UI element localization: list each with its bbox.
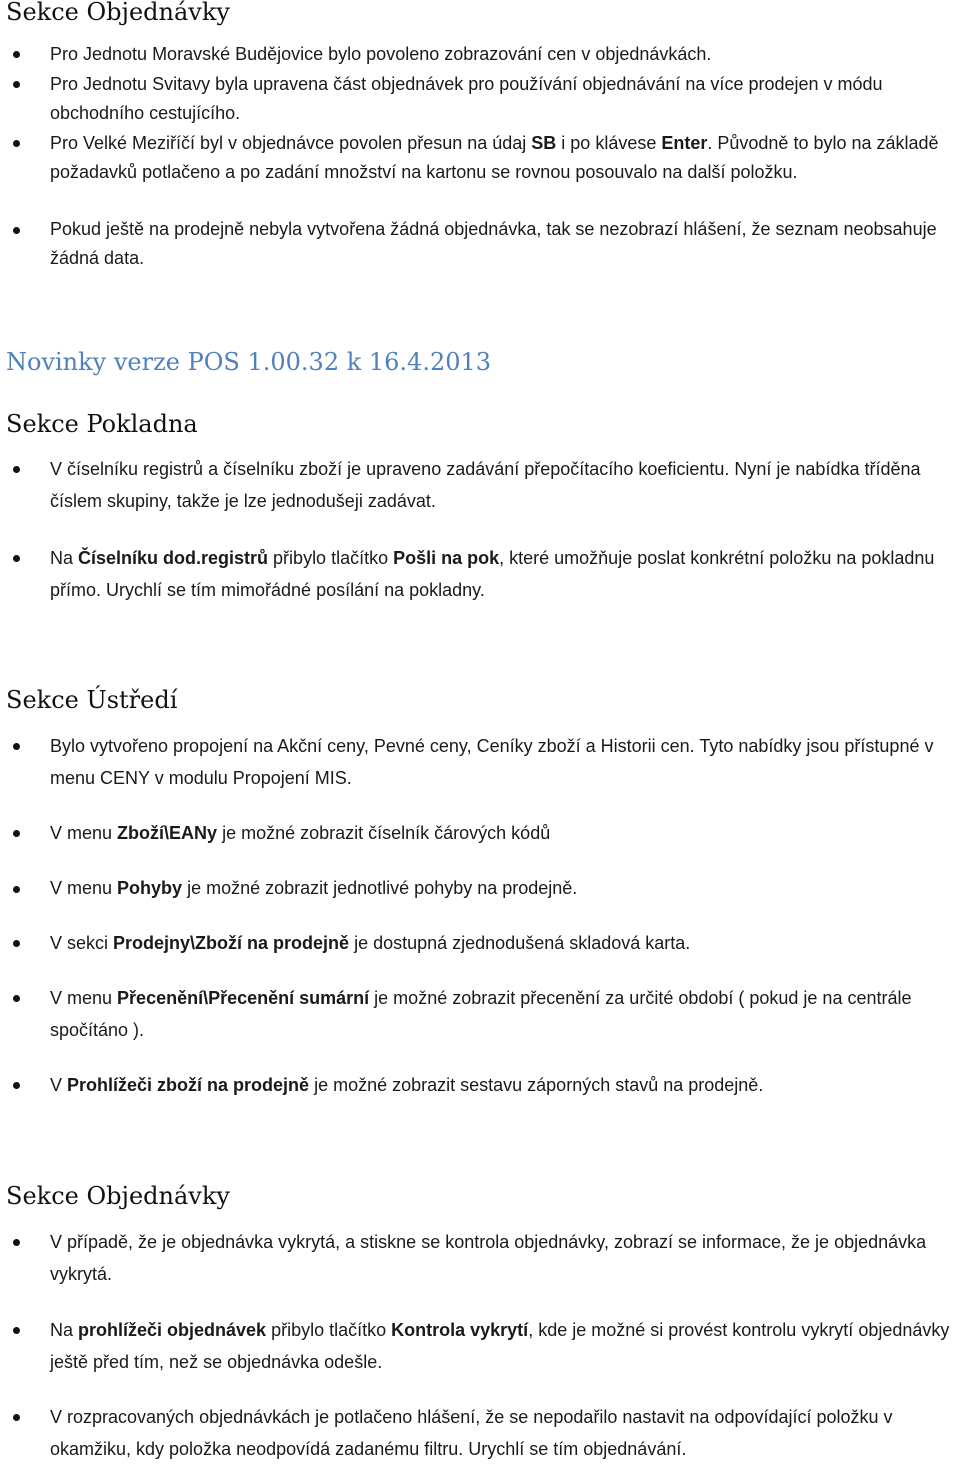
list-item: Pro Velké Meziříčí byl v objednávce povolen přesun na údaj SB i po klávese Enter. Původně to bylo na základě požadavků potlačeno a po zadání množství na kartonu se rovnou posouvalo na další položku. [50, 133, 939, 182]
bullet-icon [13, 1327, 20, 1334]
section-heading-objednavky: Sekce Objednávky [6, 0, 230, 26]
list-item: V číselníku registrů a číselníku zboží je upraveno zadávání přepočítacího koeficientu. Nyní je nabídka tříděna číslem skupiny, takže je lze jednodušeji zadávat. [50, 459, 921, 511]
list-item: V případě, že je objednávka vykrytá, a stiskne se kontrola objednávky, zobrazí se informace, že je objednávka vykrytá. [50, 1232, 927, 1284]
list-item: Na prohlížeči objednávek přibylo tlačítko Kontrola vykrytí, kde je možné si provést kontrolu vykrytí objednávky ještě před tím, než se objednávka odešle. [50, 1320, 950, 1372]
section-heading-ustredi: Sekce Ústředí [6, 686, 178, 714]
version-heading: Novinky verze POS 1.00.32 k 16.4.2013 [6, 348, 492, 376]
bullet-icon [13, 51, 20, 58]
bullet-icon [13, 830, 20, 837]
bullet-icon [13, 1239, 20, 1246]
section-heading-pokladna: Sekce Pokladna [6, 410, 198, 438]
list-item: Na Číselníku dod.registrů přibylo tlačítko Pošli na pok, které umožňuje poslat konkrétní položku na pokladnu přímo. Urychlí se tím mimořádné posílání na pokladny. [50, 548, 935, 600]
bullet-icon [13, 466, 20, 473]
list-item: V sekci Prodejny\Zboží na prodejně je dostupná zjednodušená skladová karta. [50, 933, 691, 953]
bullet-icon [13, 995, 20, 1002]
bullet-icon [13, 743, 20, 750]
list-item: V rozpracovaných objednávkách je potlačeno hlášení, že se nepodařilo nastavit na odpovídající položku v okamžiku, kdy položka neodpovídá zadanému filtru. Urychlí se tím objednávání. [50, 1407, 893, 1459]
bullet-icon [13, 555, 20, 562]
bullet-icon [13, 940, 20, 947]
bullet-icon [13, 1414, 20, 1421]
list-item: V menu Přecenění\Přecenění sumární je možné zobrazit přecenění za určité období ( pokud je na centrále spočítáno ). [50, 988, 912, 1040]
list-item: V Prohlížeči zboží na prodejně je možné zobrazit sestavu záporných stavů na prodejně. [50, 1075, 764, 1095]
list-item: Bylo vytvořeno propojení na Akční ceny, Pevné ceny, Ceníky zboží a Historii cen. Tyto nabídky jsou přístupné v menu CENY v modulu Propojení MIS. [50, 736, 934, 788]
section-heading-objednavky-2: Sekce Objednávky [6, 1182, 230, 1210]
list-item: Pro Jednotu Svitavy byla upravena část objednávek pro používání objednávání na více prodejen v módu obchodního cestujícího. [50, 74, 883, 123]
bullet-icon [13, 886, 20, 893]
bullet-icon [13, 1082, 20, 1089]
list-item: Pro Jednotu Moravské Budějovice bylo povoleno zobrazování cen v objednávkách. [50, 44, 712, 64]
bullet-icon [13, 81, 20, 88]
list-item: Pokud ještě na prodejně nebyla vytvořena žádná objednávka, tak se nezobrazí hlášení, že seznam neobsahuje žádná data. [50, 219, 937, 268]
bullet-icon [13, 140, 20, 147]
list-item: V menu Pohyby je možné zobrazit jednotlivé pohyby na prodejně. [50, 878, 578, 898]
bullet-icon [13, 227, 20, 234]
list-item: V menu Zboží\EANy je možné zobrazit číselník čárových kódů [50, 823, 551, 843]
